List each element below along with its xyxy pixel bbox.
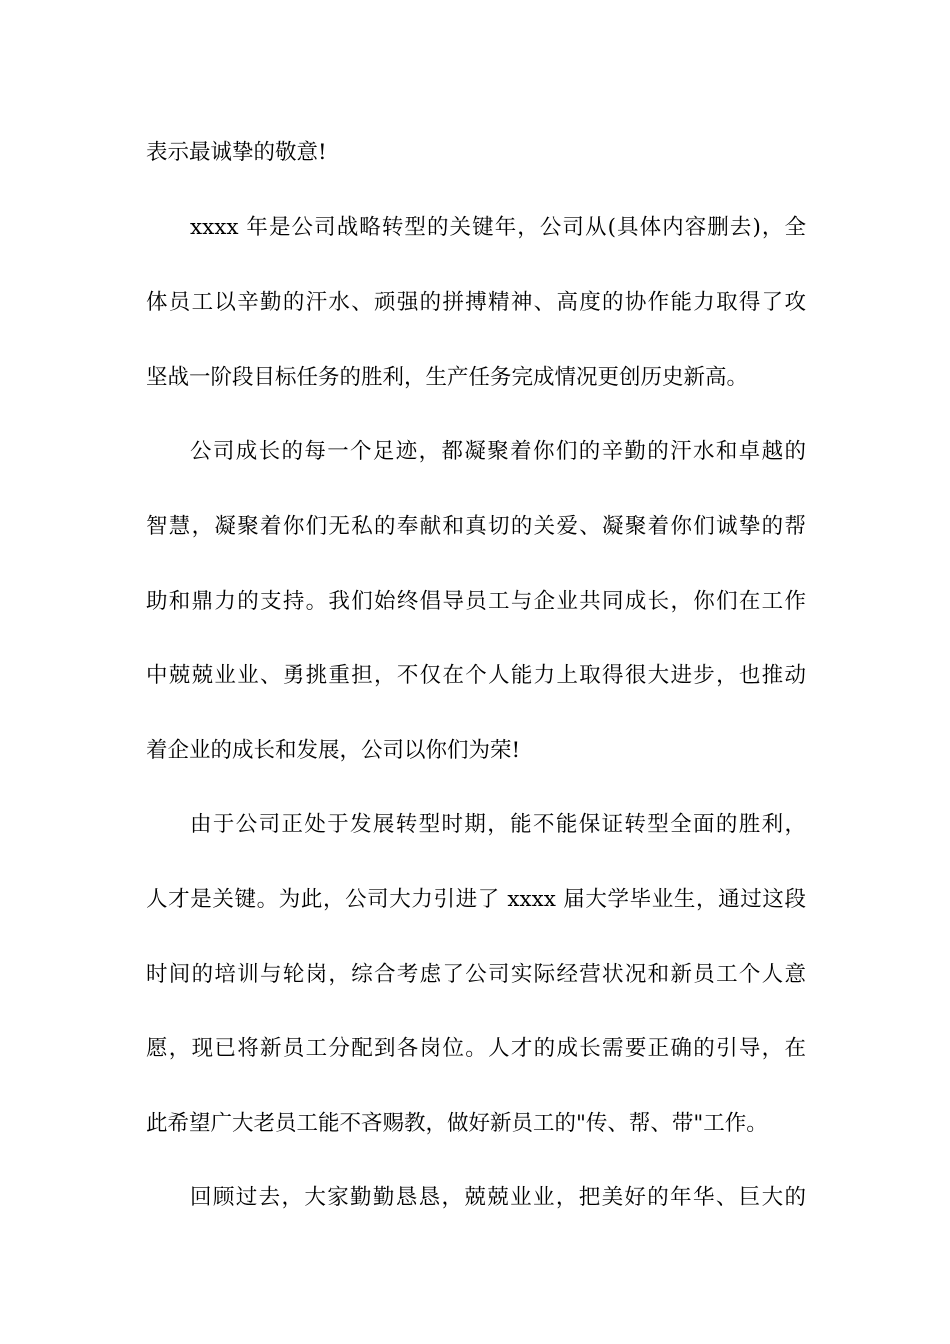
paragraph-3-line-2: 智慧，凝聚着你们无私的奉献和真切的关爱、凝聚着你们诚挚的帮 [146,514,806,539]
paragraph-4-line-3: 时间的培训与轮岗，综合考虑了公司实际经营状况和新员工个人意 [146,962,806,987]
paragraph-5-line-1: 回顾过去，大家勤勤恳恳，兢兢业业，把美好的年华、巨大的 [190,1185,806,1210]
paragraph-3-line-4: 中兢兢业业、勇挑重担，不仅在个人能力上取得很大进步，也推动 [146,663,806,688]
paragraph-4-line-2: 人才是关键。为此，公司大力引进了 xxxx 届大学毕业生，通过这段 [146,887,806,912]
paragraph-2-line-2: 体员工以辛勤的汗水、顽强的拼搏精神、高度的协作能力取得了攻 [146,290,806,315]
paragraph-3-line-3: 助和鼎力的支持。我们始终倡导员工与企业共同成长，你们在工作 [146,589,806,614]
paragraph-2-line-3: 坚战一阶段目标任务的胜利，生产任务完成情况更创历史新高。 [146,365,749,390]
text-line-1: 表示最诚挚的敬意! [146,140,327,165]
paragraph-4-line-4: 愿，现已将新员工分配到各岗位。人才的成长需要正确的引导，在 [146,1036,806,1061]
paragraph-3-line-5: 着企业的成长和发展，公司以你们为荣! [146,738,521,763]
paragraph-4-line-1: 由于公司正处于发展转型时期，能不能保证转型全面的胜利， [190,812,806,837]
paragraph-4-line-5: 此希望广大老员工能不吝赐教，做好新员工的"传、帮、带"工作。 [146,1111,768,1136]
paragraph-2-line-1: xxxx 年是公司战略转型的关键年，公司从(具体内容删去)，全 [190,215,806,240]
paragraph-3-line-1: 公司成长的每一个足迹，都凝聚着你们的辛勤的汗水和卓越的 [190,439,806,464]
